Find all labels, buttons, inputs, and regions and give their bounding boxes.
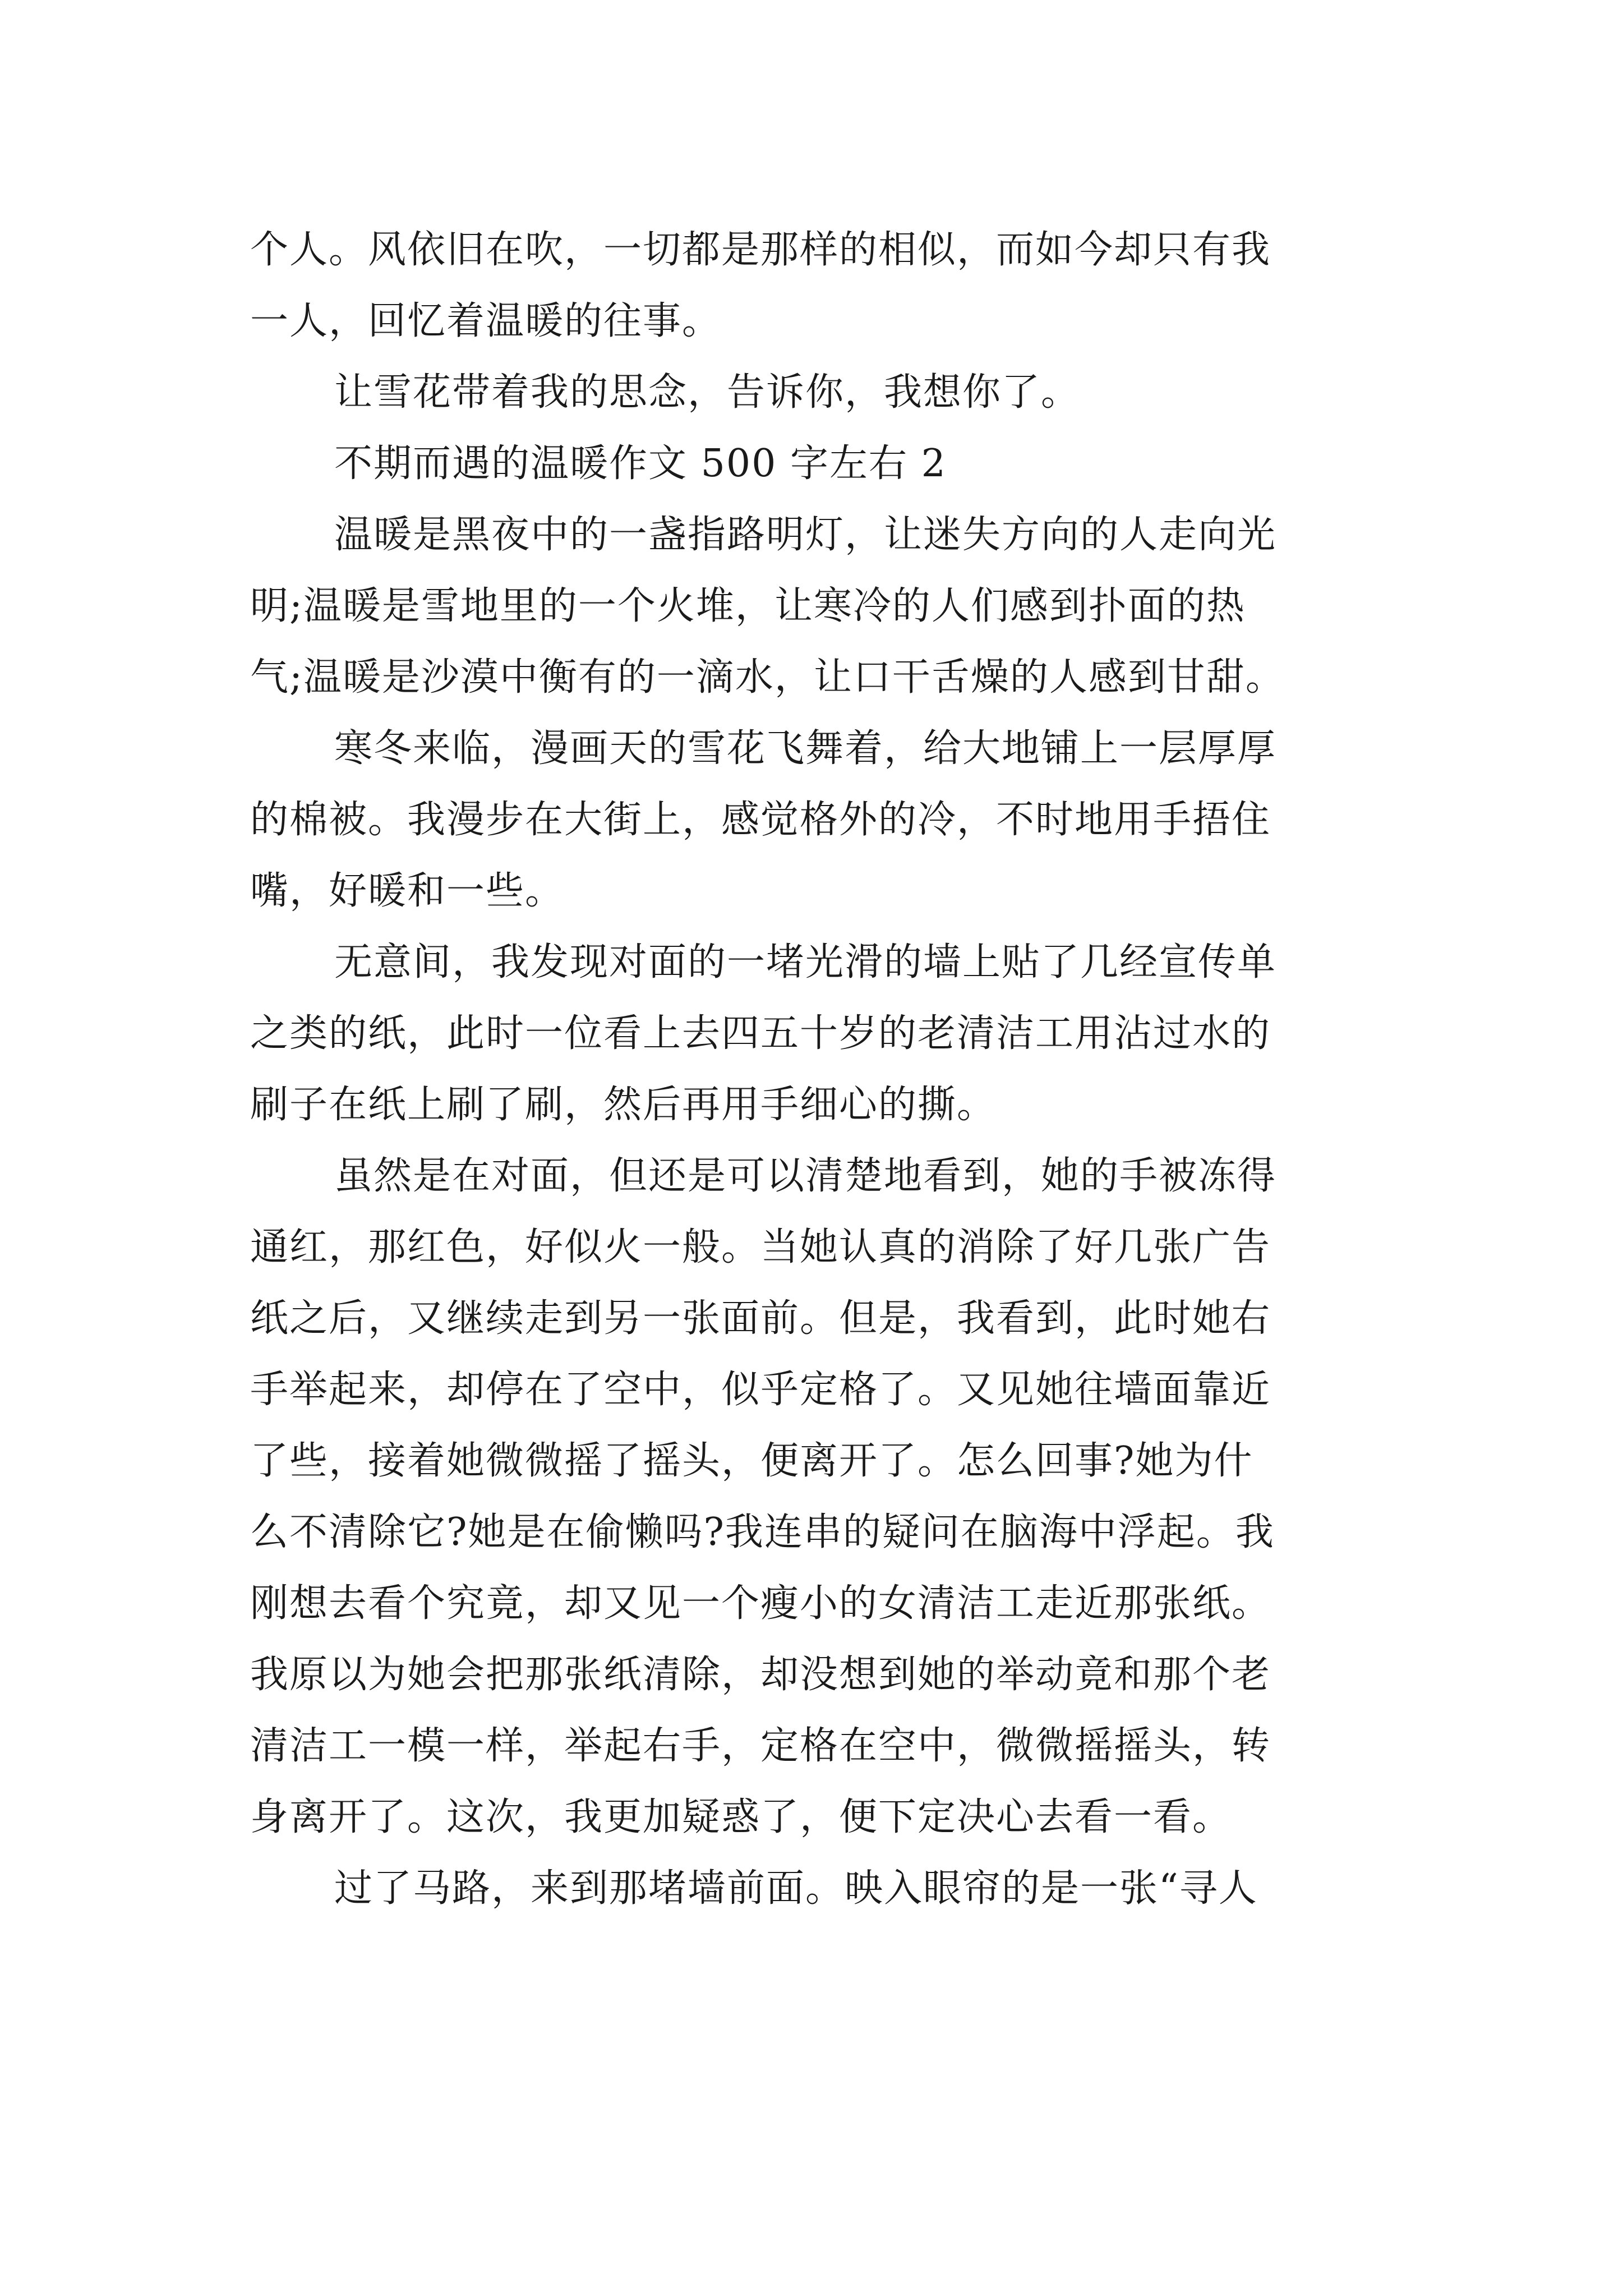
text-line: 虽然是在对面，但还是可以清楚地看到，她的手被冻得	[334, 1154, 1277, 1198]
text-line: 个人。风依旧在吹，一切都是那样的相似，而如今却只有我	[250, 228, 1271, 272]
text-line: 通红，那红色，好似火一般。当她认真的消除了好几张广告	[250, 1225, 1271, 1269]
text-line: 清洁工一模一样，举起右手，定格在空中，微微摇摇头，转	[250, 1724, 1271, 1768]
text-line: 过了马路，来到那堵墙前面。映入眼帘的是一张“寻人	[334, 1866, 1258, 1911]
document-body	[250, 214, 1394, 1924]
text-line: 么不清除它?她是在偷懒吗?我连串的疑问在脑海中浮起。我	[250, 1510, 1275, 1554]
text-line: 刷子在纸上刷了刷，然后再用手细心的撕。	[250, 1083, 997, 1127]
text-line: 纸之后，又继续走到另一张面前。但是，我看到，此时她右	[250, 1296, 1271, 1341]
text-line: 身离开了。这次，我更加疑惑了，便下定决心去看一看。	[250, 1795, 1232, 1839]
section-heading: 不期而遇的温暖作文 500 字左右 2	[334, 441, 947, 486]
text-line: 手举起来，却停在了空中，似乎定格了。又见她往墙面靠近	[250, 1368, 1271, 1412]
text-line: 嘴，好暖和一些。	[250, 869, 565, 913]
text-line: 一人，回忆着温暖的往事。	[250, 299, 722, 343]
text-line: 之类的纸，此时一位看上去四五十岁的老清洁工用沾过水的	[250, 1011, 1271, 1056]
text-line: 明;温暖是雪地里的一个火堆，让寒冷的人们感到扑面的热	[250, 584, 1246, 628]
text-line: 刚想去看个究竟，却又见一个瘦小的女清洁工走近那张纸。	[250, 1581, 1271, 1626]
text-line: 气;温暖是沙漠中衡有的一滴水，让口干舌燥的人感到甘甜。	[250, 655, 1285, 700]
text-line: 了些，接着她微微摇了摇头，便离开了。怎么回事?她为什	[250, 1439, 1253, 1483]
text-line: 的棉被。我漫步在大街上，感觉格外的冷，不时地用手捂住	[250, 798, 1271, 842]
text-line: 寒冬来临，漫画天的雪花飞舞着，给大地铺上一层厚厚	[334, 726, 1277, 771]
text-line: 温暖是黑夜中的一盏指路明灯，让迷失方向的人走向光	[334, 513, 1277, 557]
text-line: 让雪花带着我的思念，告诉你，我想你了。	[334, 370, 1081, 415]
text-line: 无意间，我发现对面的一堵光滑的墙上贴了几经宣传单	[334, 940, 1277, 984]
text-line: 我原以为她会把那张纸清除，却没想到她的举动竟和那个老	[250, 1653, 1271, 1697]
